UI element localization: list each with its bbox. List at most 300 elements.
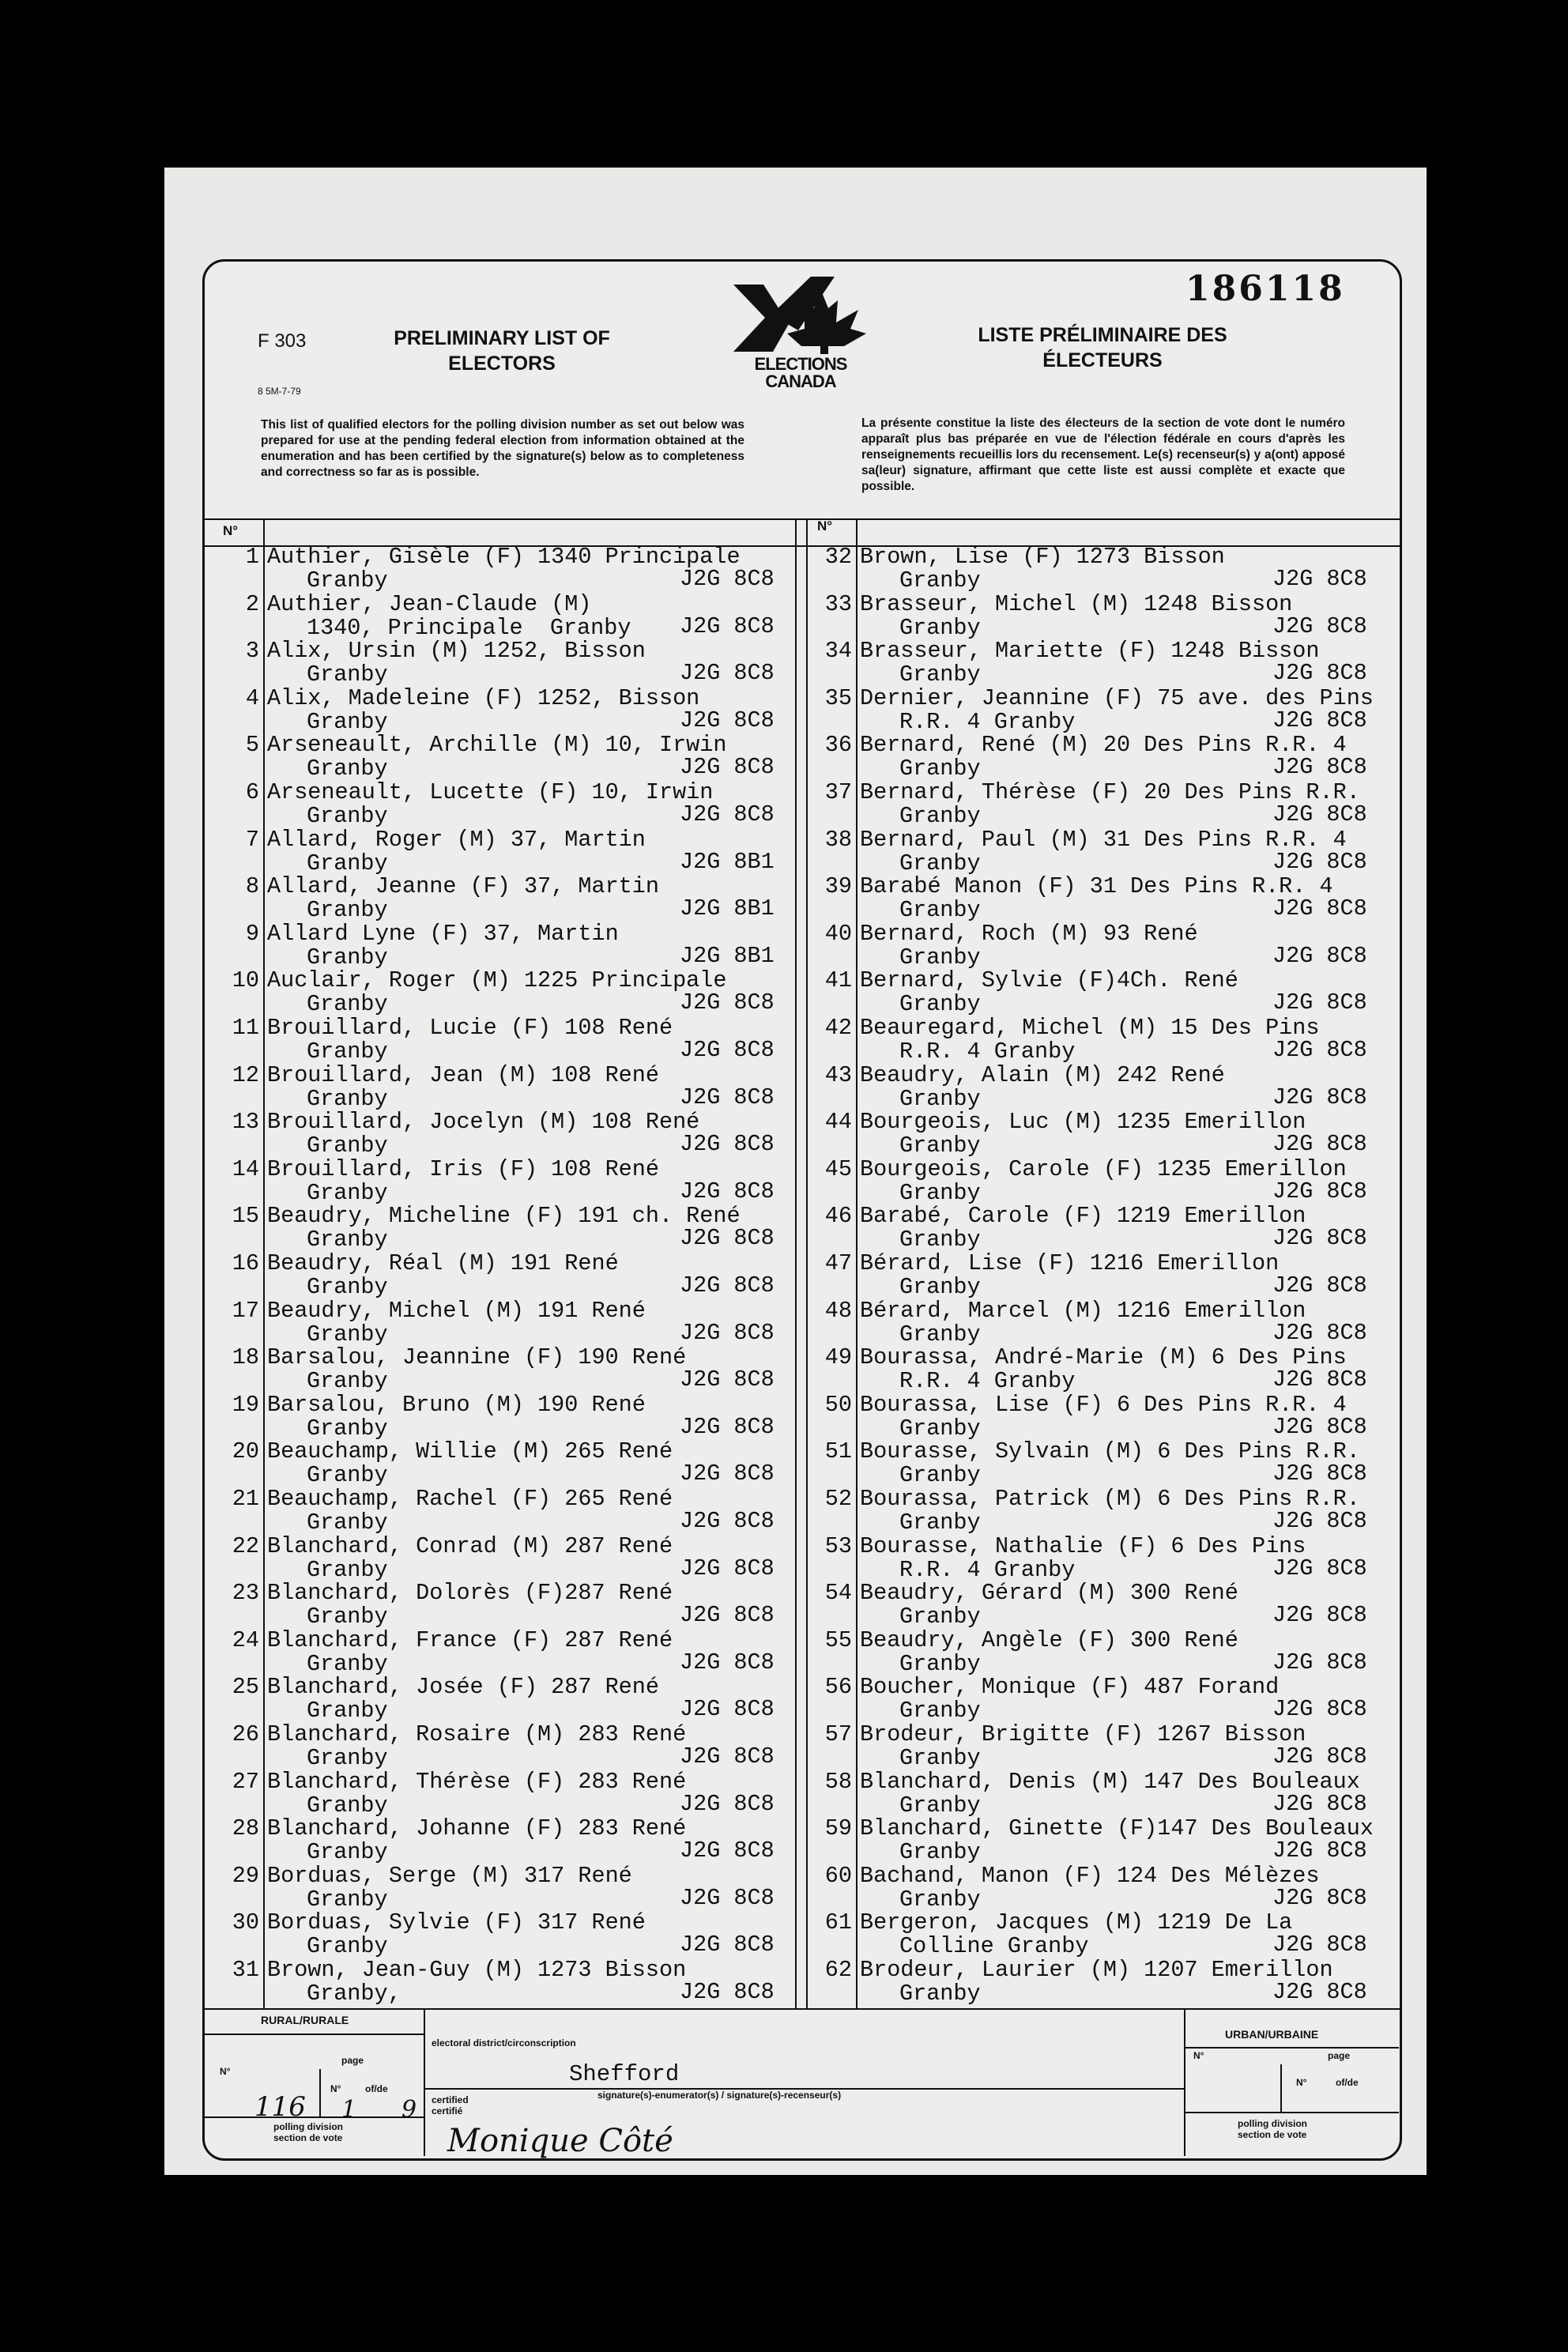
elector-postal-code: J2G 8C8 — [680, 1461, 775, 1487]
elector-number: 53 — [824, 1532, 852, 1559]
elector-number: 36 — [824, 732, 852, 759]
elector-city: Granby — [307, 708, 388, 735]
elector-number: 28 — [232, 1815, 259, 1842]
elector-name-address: Alix, Ursin (M) 1252, Bisson — [267, 638, 646, 665]
intro-french: La présente constitue la liste des électeurs de la section de vote dont le numéro apparaît plus bas préparée en vue de l'élection fédérale en cours d'après les renseignements recueillis lors du recensement. Le(s) recenseur(s) y a(ont) apposé sa(leur) signature, affirmant que cette liste est aussi complète et exacte que possible. — [861, 416, 1345, 493]
electoral-district-value: Shefford — [569, 2061, 680, 2087]
elector-row — [202, 1487, 1400, 1535]
elector-city: Granby — [899, 1650, 981, 1677]
elector-postal-code: J2G 8C8 — [680, 1413, 775, 1440]
elector-number: 30 — [232, 1909, 259, 1936]
elector-postal-code: J2G 8C8 — [1272, 612, 1367, 639]
certifie-label: certifié — [432, 2105, 463, 2116]
elector-postal-code: J2G 8C8 — [1272, 1649, 1367, 1675]
elector-city: Granby — [899, 662, 981, 688]
elector-number: 49 — [824, 1344, 852, 1371]
elector-number: 40 — [824, 920, 852, 947]
elector-row — [202, 1393, 1400, 1441]
elector-name-address: Borduas, Serge (M) 317 René — [267, 1862, 632, 1889]
elector-postal-code: J2G 8C8 — [680, 1508, 775, 1534]
elector-name-address: Bourgeois, Carole (F) 1235 Emerillon — [860, 1155, 1347, 1182]
elector-row — [202, 875, 1400, 922]
elector-postal-code: J2G 8C8 — [1272, 1932, 1367, 1958]
elector-city: Granby — [899, 1792, 981, 1819]
elector-name-address: Dernier, Jeannine (F) 75 ave. des Pins — [860, 684, 1374, 711]
elector-city: Granby — [307, 1792, 388, 1819]
elector-city: Granby — [899, 1698, 981, 1724]
elector-number: 20 — [232, 1438, 259, 1465]
elector-number: 57 — [824, 1721, 852, 1747]
elector-number: 11 — [232, 1015, 259, 1041]
elector-number: 26 — [232, 1721, 259, 1747]
elector-number: 58 — [824, 1768, 852, 1795]
elector-name-address: Bourasse, Sylvain (M) 6 Des Pins R.R. — [860, 1438, 1360, 1465]
left-no-header: N° — [223, 523, 239, 538]
elector-row — [202, 545, 1400, 593]
elector-number: 45 — [824, 1155, 852, 1182]
elector-city: R.R. 4 Granby — [899, 1038, 1076, 1065]
table-top-rule — [202, 518, 1400, 520]
elector-number: 4 — [245, 684, 259, 711]
elector-number: 47 — [824, 1250, 852, 1276]
elector-name-address: Allard Lyne (F) 37, Martin — [267, 920, 619, 947]
elector-row — [202, 1911, 1400, 1958]
elector-city: Granby — [899, 803, 981, 829]
elector-name-address: Bergeron, Jacques (M) 1219 De La — [860, 1909, 1293, 1936]
elector-name-address: Blanchard, Ginette (F)147 Des Bouleaux — [860, 1815, 1374, 1842]
elector-postal-code: J2G 8C8 — [1272, 660, 1367, 687]
elector-number: 42 — [824, 1015, 852, 1041]
elector-name-address: Beaudry, Micheline (F) 191 ch. René — [267, 1203, 741, 1230]
intro-english: This list of qualified electors for the polling division number as set out below was prepared for use at the pending federal election from information obtained at the enumeration and has been certified by the signature(s) below as to completeness and correctness so far as is possible. — [261, 418, 744, 479]
elector-number: 2 — [245, 590, 259, 617]
elector-number: 16 — [232, 1250, 259, 1276]
rural-label: RURAL/RURALE — [261, 2014, 349, 2026]
elector-name-address: Bernard, Roch (M) 93 René — [860, 920, 1198, 947]
elector-city: Granby — [307, 567, 388, 594]
elector-city: Granby — [307, 662, 388, 688]
elector-city: Granby — [307, 1698, 388, 1724]
rural-section-de-vote-label: section de vote — [273, 2132, 343, 2143]
elector-row — [202, 922, 1400, 970]
elector-name-address: Beauchamp, Willie (M) 265 René — [267, 1438, 673, 1465]
elector-postal-code: J2G 8C8 — [680, 1366, 775, 1393]
elector-postal-code: J2G 8C8 — [1272, 1602, 1367, 1629]
elector-city: Granby — [899, 1133, 981, 1159]
elector-postal-code: J2G 8C8 — [1272, 1319, 1367, 1346]
title-english: PRELIMINARY LIST OF ELECTORS — [394, 327, 610, 375]
logo-text-line-2: CANADA — [765, 371, 836, 391]
elector-postal-code: J2G 8C8 — [680, 707, 775, 733]
elector-city: Granby — [307, 803, 388, 829]
elector-number: 17 — [232, 1297, 259, 1324]
elector-postal-code: J2G 8C8 — [1272, 754, 1367, 781]
elector-postal-code: J2G 8C8 — [680, 1696, 775, 1723]
elector-row — [202, 1581, 1400, 1629]
elector-name-address: Allard, Jeanne (F) 37, Martin — [267, 873, 659, 900]
elector-number: 35 — [824, 684, 852, 711]
elector-name-address: Blanchard, Conrad (M) 287 René — [267, 1532, 673, 1559]
elector-city: Granby — [899, 614, 981, 641]
elector-city: Granby — [899, 756, 981, 782]
elector-postal-code: J2G 8C8 — [1272, 1838, 1367, 1864]
elector-name-address: Brasseur, Mariette (F) 1248 Bisson — [860, 638, 1320, 665]
elector-number: 41 — [824, 967, 852, 994]
elector-city: Granby — [307, 991, 388, 1018]
elector-city: Granby — [899, 1839, 981, 1866]
elector-name-address: Arseneault, Lucette (F) 10, Irwin — [267, 779, 714, 805]
elector-row — [202, 1346, 1400, 1393]
elector-name-address: Authier, Gisèle (F) 1340 Principale — [267, 544, 741, 570]
rural-polling-number: 116 — [254, 2091, 306, 2123]
elector-number: 15 — [232, 1203, 259, 1230]
elector-city: Granby — [307, 1038, 388, 1065]
elector-name-address: Beaudry, Michel (M) 191 René — [267, 1297, 646, 1324]
elector-city: Granby — [307, 1321, 388, 1348]
elector-city: Granby — [307, 1650, 388, 1677]
elector-city: Granby — [307, 1085, 388, 1112]
elector-number: 32 — [824, 544, 852, 570]
logo-text — [726, 356, 876, 390]
elector-name-address: Bourassa, Lise (F) 6 Des Pins R.R. 4 — [860, 1391, 1347, 1418]
elector-city: Granby — [307, 1933, 388, 1960]
rural-page-number: 1 — [341, 2096, 357, 2124]
elector-name-address: Auclair, Roger (M) 1225 Principale — [267, 967, 727, 994]
elector-postal-code: J2G 8C8 — [1272, 707, 1367, 733]
elector-number: 3 — [245, 638, 259, 665]
elector-name-address: Barabé Manon (F) 31 Des Pins R.R. 4 — [860, 873, 1333, 900]
elector-row — [202, 684, 1400, 735]
elector-city: Granby — [899, 1274, 981, 1300]
elector-city: Granby, — [307, 1981, 401, 2007]
urban-value-rule — [1184, 2112, 1399, 2113]
elector-number: 23 — [232, 1580, 259, 1607]
elector-postal-code: J2G 8C8 — [1272, 989, 1367, 1016]
urban-page-label: page — [1328, 2050, 1351, 2061]
elector-number: 39 — [824, 873, 852, 900]
elector-postal-code: J2G 8C8 — [1272, 1979, 1367, 2005]
elector-city: Granby — [307, 850, 388, 876]
elector-postal-code: J2G 8C8 — [680, 1884, 775, 1911]
urban-page-no-label: N° — [1296, 2077, 1307, 2088]
elector-city: 1340, Principale Granby — [307, 614, 631, 641]
rural-page-total: 9 — [401, 2096, 417, 2124]
elector-name-address: Brown, Jean-Guy (M) 1273 Bisson — [267, 1957, 687, 1983]
elector-name-address: Blanchard, Rosaire (M) 283 René — [267, 1721, 687, 1747]
elector-postal-code: J2G 8C8 — [680, 1131, 775, 1158]
elector-number: 33 — [824, 590, 852, 617]
elector-name-address: Barsalou, Jeannine (F) 190 René — [267, 1344, 687, 1371]
elector-postal-code: J2G 8C8 — [1272, 1461, 1367, 1487]
form-number: F 303 — [258, 330, 307, 352]
elector-city: Granby — [307, 1839, 388, 1866]
elector-postal-code: J2G 8C8 — [680, 1743, 775, 1770]
elector-number: 5 — [245, 732, 259, 759]
elector-number: 21 — [232, 1486, 259, 1512]
elector-name-address: Allard, Roger (M) 37, Martin — [267, 826, 646, 853]
elector-number: 38 — [824, 826, 852, 853]
elector-name-address: Beaudry, Angèle (F) 300 René — [860, 1626, 1238, 1653]
elector-name-address: Bérard, Marcel (M) 1216 Emerillon — [860, 1297, 1306, 1324]
elector-number: 19 — [232, 1391, 259, 1418]
elector-city: Granby — [899, 567, 981, 594]
elector-name-address: Blanchard, Josée (F) 287 René — [267, 1674, 659, 1701]
urban-label: URBAN/URBAINE — [1225, 2028, 1319, 2041]
elector-name-address: Blanchard, Denis (M) 147 Des Bouleaux — [860, 1768, 1360, 1795]
elector-city: Granby — [899, 1179, 981, 1206]
elector-number: 61 — [824, 1909, 852, 1936]
elector-postal-code: J2G 8C8 — [1272, 566, 1367, 592]
elector-postal-code: J2G 8C8 — [680, 1178, 775, 1204]
elector-number: 14 — [232, 1155, 259, 1182]
elector-postal-code: J2G 8C8 — [680, 1555, 775, 1581]
elector-postal-code: J2G 8C8 — [1272, 1037, 1367, 1063]
elector-postal-code: J2G 8C8 — [1272, 848, 1367, 875]
serial-number: 186118 — [1185, 269, 1345, 309]
elector-entries — [202, 545, 1400, 2007]
elector-postal-code: J2G 8C8 — [680, 801, 775, 827]
elector-number: 56 — [824, 1674, 852, 1701]
elector-name-address: Bernard, René (M) 20 Des Pins R.R. 4 — [860, 732, 1347, 759]
elector-name-address: Blanchard, France (F) 287 René — [267, 1626, 673, 1653]
elector-city: Granby — [899, 1415, 981, 1442]
elector-number: 59 — [824, 1815, 852, 1842]
elector-number: 51 — [824, 1438, 852, 1465]
elector-number: 50 — [824, 1391, 852, 1418]
elector-city: Granby — [307, 1274, 388, 1300]
urban-page-divider — [1280, 2064, 1282, 2112]
elector-number: 27 — [232, 1768, 259, 1795]
footer-top-rule — [202, 2008, 1400, 2010]
elector-city: Granby — [307, 1179, 388, 1206]
elector-postal-code: J2G 8C8 — [680, 1979, 775, 2005]
elector-row — [202, 1016, 1400, 1064]
elector-city: Granby — [307, 756, 388, 782]
elector-city: Granby — [307, 1368, 388, 1395]
logo-text-line-1: ELECTIONS — [754, 354, 847, 374]
right-no-header: N° — [817, 518, 833, 533]
elector-number: 46 — [824, 1203, 852, 1230]
elector-postal-code: J2G 8B1 — [680, 895, 775, 922]
elector-name-address: Blanchard, Dolorès (F)287 René — [267, 1580, 673, 1607]
elector-city: Granby — [899, 1462, 981, 1489]
elector-postal-code: J2G 8C8 — [1272, 1084, 1367, 1110]
elector-city: Granby — [307, 1745, 388, 1771]
elector-row — [202, 733, 1400, 781]
elector-city: Granby — [899, 1745, 981, 1771]
elector-name-address: Bernard, Sylvie (F)4Ch. René — [860, 967, 1238, 994]
elector-name-address: Bourassa, André-Marie (M) 6 Des Pins — [860, 1344, 1347, 1371]
elector-postal-code: J2G 8C8 — [1272, 1413, 1367, 1440]
elector-row — [202, 969, 1400, 1016]
elector-city: Granby — [307, 1510, 388, 1536]
elector-row — [202, 1817, 1400, 1864]
elector-name-address: Bachand, Manon (F) 124 Des Mélèzes — [860, 1862, 1320, 1889]
elector-city: Granby — [899, 1085, 981, 1112]
elector-city: Granby — [899, 944, 981, 971]
elector-city: Granby — [307, 897, 388, 924]
elector-postal-code: J2G 8C8 — [1272, 1790, 1367, 1817]
elector-postal-code: J2G 8C8 — [680, 989, 775, 1016]
rural-value-rule — [202, 2116, 424, 2118]
elector-city: Granby — [307, 1604, 388, 1630]
elector-postal-code: J2G 8C8 — [680, 1084, 775, 1110]
elector-number: 31 — [232, 1957, 259, 1983]
elector-name-address: Beaudry, Réal (M) 191 René — [267, 1250, 619, 1276]
elector-name-address: Arseneault, Archille (M) 10, Irwin — [267, 732, 727, 759]
elector-city: R.R. 4 Granby — [899, 1556, 1076, 1583]
elector-number: 12 — [232, 1061, 259, 1088]
elector-number: 13 — [232, 1109, 259, 1136]
elector-city: Granby — [899, 1886, 981, 1913]
elector-row — [202, 781, 1400, 828]
elector-postal-code: J2G 8C8 — [1272, 1884, 1367, 1911]
urban-of-label: of/de — [1336, 2077, 1359, 2088]
elector-number: 43 — [824, 1061, 852, 1088]
elector-row — [202, 590, 1400, 641]
elector-row — [202, 1440, 1400, 1487]
elector-postal-code: J2G 8C8 — [1272, 1696, 1367, 1723]
elector-postal-code: J2G 8B1 — [680, 848, 775, 875]
elector-postal-code: J2G 8C8 — [680, 566, 775, 592]
elector-postal-code: J2G 8C8 — [680, 754, 775, 781]
rural-page-label: page — [341, 2055, 364, 2066]
elector-postal-code: J2G 8C8 — [680, 1037, 775, 1063]
elector-name-address: Alix, Madeleine (F) 1252, Bisson — [267, 684, 700, 711]
elector-row — [202, 1626, 1400, 1677]
urban-polling-division-label: polling division — [1238, 2118, 1307, 2129]
elector-postal-code: J2G 8C8 — [1272, 1555, 1367, 1581]
elector-name-address: Bernard, Paul (M) 31 Des Pins R.R. 4 — [860, 826, 1347, 853]
elector-row — [202, 828, 1400, 876]
elector-postal-code: J2G 8C8 — [680, 1838, 775, 1864]
elector-row — [202, 1155, 1400, 1206]
electoral-district-label: electoral district/circonscription — [432, 2037, 576, 2049]
elector-postal-code: J2G 8C8 — [680, 1932, 775, 1958]
elector-name-address: Boucher, Monique (F) 487 Forand — [860, 1674, 1280, 1701]
elector-row — [202, 1675, 1400, 1723]
elector-number: 10 — [232, 967, 259, 994]
elector-row — [202, 1204, 1400, 1252]
elector-city: Granby — [307, 1227, 388, 1253]
elector-name-address: Brasseur, Michel (M) 1248 Bisson — [860, 590, 1293, 617]
signature-label: signature(s)-enumerator(s) / signature(s)-recenseur(s) — [597, 2090, 842, 2101]
elector-city: Granby — [899, 1227, 981, 1253]
elector-city: Granby — [307, 944, 388, 971]
elector-postal-code: J2G 8C8 — [1272, 1131, 1367, 1158]
elector-number: 22 — [232, 1532, 259, 1559]
elector-city: Colline Granby — [899, 1933, 1089, 1960]
elector-row — [202, 1864, 1400, 1912]
elector-postal-code: J2G 8C8 — [1272, 1225, 1367, 1252]
elector-city: Granby — [307, 1133, 388, 1159]
elector-name-address: Bourasse, Nathalie (F) 6 Des Pins — [860, 1532, 1306, 1559]
elector-name-address: Brouillard, Iris (F) 108 René — [267, 1155, 659, 1182]
elector-name-address: Brouillard, Lucie (F) 108 René — [267, 1015, 673, 1041]
elector-name-address: Brouillard, Jean (M) 108 René — [267, 1061, 659, 1088]
elector-name-address: Beaudry, Gérard (M) 300 René — [860, 1580, 1238, 1607]
elector-postal-code: J2G 8C8 — [680, 1225, 775, 1252]
form-date: 8 5M-7-79 — [258, 386, 301, 397]
elector-number: 55 — [824, 1626, 852, 1653]
title-french: LISTE PRÉLIMINAIRE DES ÉLECTEURS — [978, 324, 1227, 371]
elector-number: 9 — [245, 920, 259, 947]
rural-page-no-label: N° — [330, 2083, 341, 2094]
elector-number: 29 — [232, 1862, 259, 1889]
elector-number: 37 — [824, 779, 852, 805]
elector-city: Granby — [899, 897, 981, 924]
elector-postal-code: J2G 8C8 — [1272, 1178, 1367, 1204]
elector-postal-code: J2G 8C8 — [1272, 1366, 1367, 1393]
elector-city: Granby — [899, 1981, 981, 2007]
elector-postal-code: J2G 8C8 — [1272, 1272, 1367, 1298]
urban-divider — [1184, 2008, 1185, 2156]
elector-name-address: Blanchard, Thérèse (F) 283 René — [267, 1768, 687, 1795]
elector-row — [202, 1770, 1400, 1818]
elector-city: Granby — [899, 1510, 981, 1536]
elector-name-address: Barsalou, Bruno (M) 190 René — [267, 1391, 646, 1418]
urban-header-rule — [1184, 2047, 1399, 2049]
elector-city: Granby — [307, 1556, 388, 1583]
elector-city: R.R. 4 Granby — [899, 708, 1076, 735]
elector-postal-code: J2G 8C8 — [1272, 895, 1367, 922]
elector-name-address: Authier, Jean-Claude (M) — [267, 590, 592, 617]
elector-row — [202, 1532, 1400, 1583]
elector-postal-code: J2G 8C8 — [1272, 942, 1367, 969]
elector-name-address: Bourassa, Patrick (M) 6 Des Pins R.R. — [860, 1486, 1360, 1512]
elector-name-address: Beauchamp, Rachel (F) 265 René — [267, 1486, 673, 1512]
elector-postal-code: J2G 8C8 — [1272, 801, 1367, 827]
elector-city: Granby — [899, 1321, 981, 1348]
elector-row — [202, 1061, 1400, 1112]
elector-row — [202, 1299, 1400, 1347]
elector-row — [202, 1110, 1400, 1158]
rural-no-label: N° — [220, 2066, 231, 2077]
elector-name-address: Brouillard, Jocelyn (M) 108 René — [267, 1109, 700, 1136]
elector-postal-code: J2G 8C8 — [680, 1272, 775, 1298]
elector-name-address: Bérard, Lise (F) 1216 Emerillon — [860, 1250, 1280, 1276]
elector-postal-code: J2G 8C8 — [680, 612, 775, 639]
elector-number: 34 — [824, 638, 852, 665]
elector-number: 54 — [824, 1580, 852, 1607]
elector-number: 7 — [245, 826, 259, 853]
elector-name-address: Bourgeois, Luc (M) 1235 Emerillon — [860, 1109, 1306, 1136]
rural-header-rule — [202, 2034, 424, 2035]
enumerator-signature: Monique Côté — [447, 2123, 673, 2159]
elector-name-address: Barabé, Carole (F) 1219 Emerillon — [860, 1203, 1306, 1230]
elector-name-address: Brodeur, Laurier (M) 1207 Emerillon — [860, 1957, 1333, 1983]
elector-city: Granby — [899, 850, 981, 876]
rural-polling-division-label: polling division — [273, 2121, 343, 2132]
elector-number: 25 — [232, 1674, 259, 1701]
elector-postal-code: J2G 8C8 — [680, 1649, 775, 1675]
elector-postal-code: J2G 8B1 — [680, 942, 775, 969]
elector-postal-code: J2G 8C8 — [1272, 1508, 1367, 1534]
elector-postal-code: J2G 8C8 — [680, 1319, 775, 1346]
rural-page-divider — [319, 2069, 321, 2116]
elector-name-address: Beauregard, Michel (M) 15 Des Pins — [860, 1015, 1320, 1041]
elector-number: 44 — [824, 1109, 852, 1136]
rural-of-label: of/de — [365, 2083, 388, 2094]
elector-number: 1 — [245, 544, 259, 570]
elector-postal-code: J2G 8C8 — [680, 1602, 775, 1629]
elector-city: Granby — [307, 1462, 388, 1489]
elector-row — [202, 639, 1400, 687]
elector-name-address: Beaudry, Alain (M) 242 René — [860, 1061, 1225, 1088]
elector-number: 60 — [824, 1862, 852, 1889]
elector-name-address: Blanchard, Johanne (F) 283 René — [267, 1815, 687, 1842]
elector-row — [202, 1723, 1400, 1770]
